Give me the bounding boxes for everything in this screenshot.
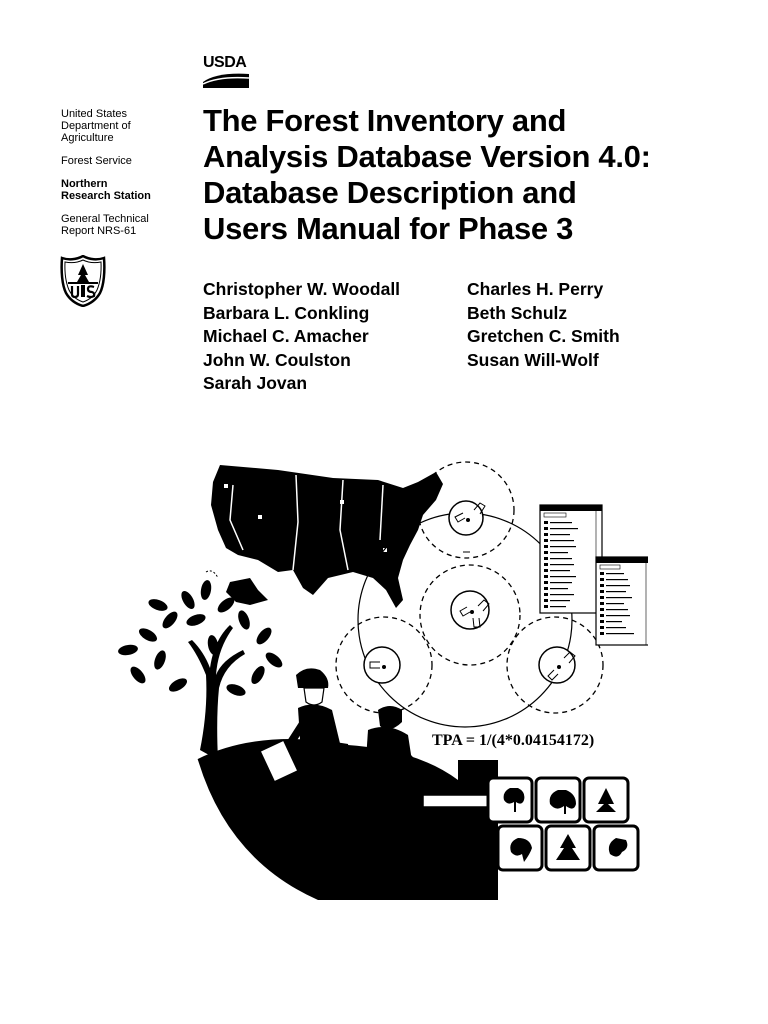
report-number: General Technical Report NRS-61 [61,213,149,237]
usda-swoosh-icon [203,72,249,88]
authors-column-1 [203,278,400,396]
hill-silhouette [198,740,498,900]
station-name: Northern Research Station [61,178,151,202]
usda-logo [203,55,249,89]
author-name: Michael C. Amacher [203,326,369,346]
report-title: The Forest Inventory and Analysis Database Version 4.0: Database Description and Users Manual for Phase 3 [203,103,651,246]
cover-illustration [118,460,648,900]
forest-service-shield-icon [60,255,106,307]
service-name: Forest Service [61,155,132,167]
author-name: Susan Will-Wolf [467,349,599,370]
author-name: Sarah Jovan [203,373,308,393]
tpa-formula: TPA = 1/(4*0.04154172) [432,732,595,749]
usda-logo-text: USDA [203,54,247,71]
agency-sidebar [61,108,191,248]
author-name: Gretchen C. Smith [467,326,620,346]
author-name: Barbara L. Conkling [203,302,370,323]
species-keys-icon [488,778,638,870]
authors-column-2 [467,278,620,372]
author-name: Charles H. Perry [467,279,604,299]
department-name: United States Department of Agriculture [61,108,131,144]
author-name: Christopher W. Woodall [203,279,401,299]
tree-icon [118,579,285,760]
author-name: Beth Schulz [467,302,568,323]
author-name: John W. Coulston [203,349,351,370]
